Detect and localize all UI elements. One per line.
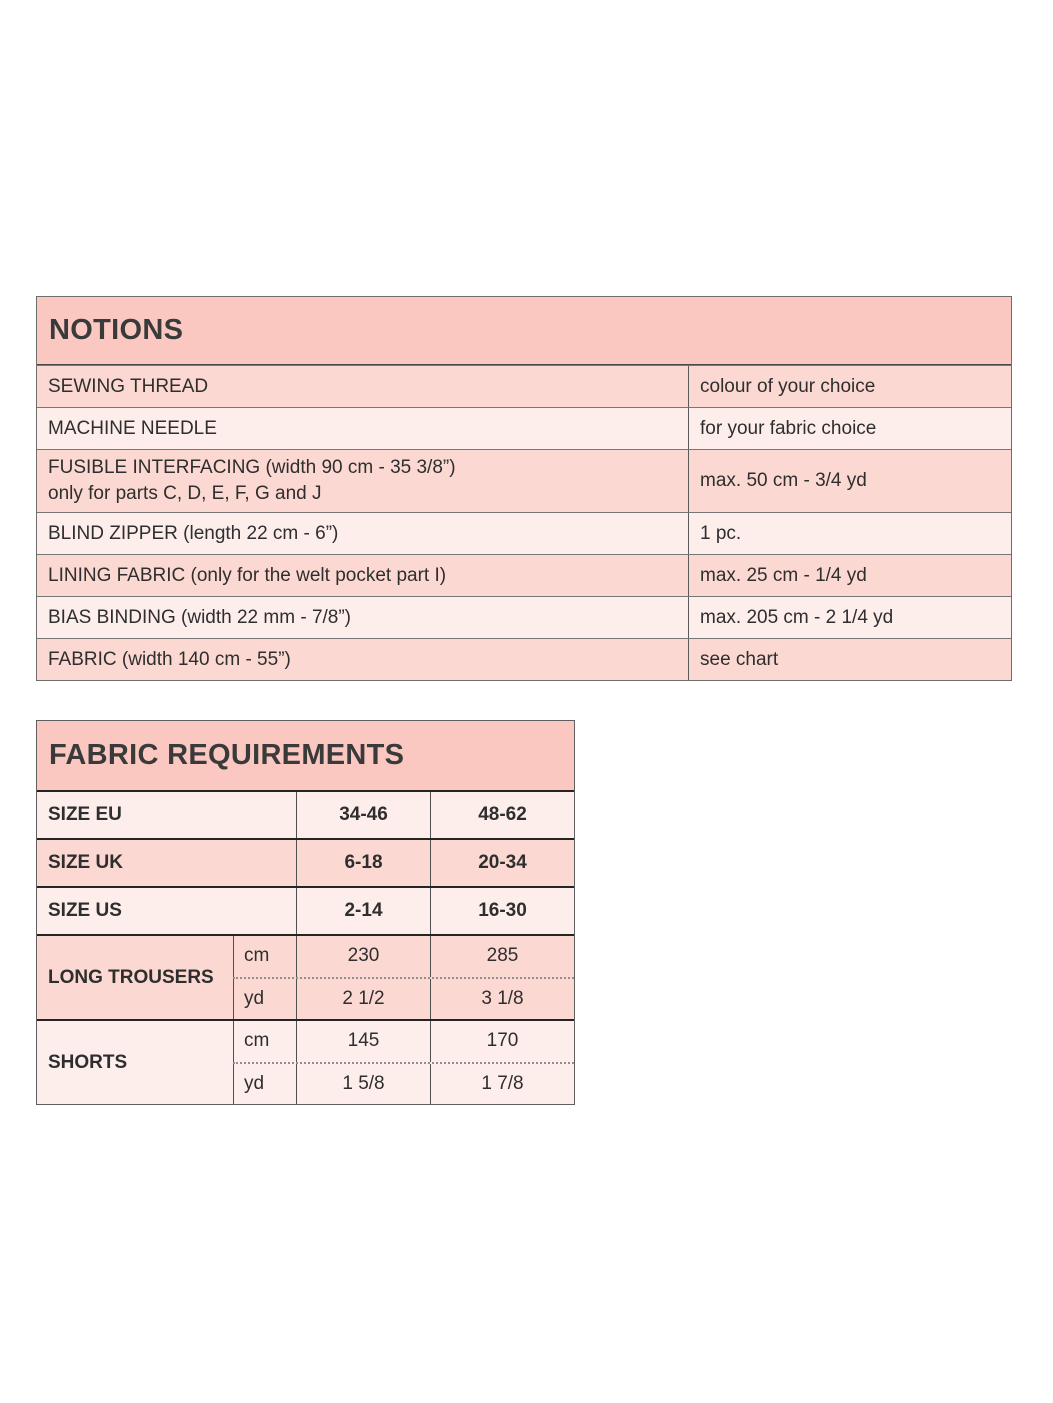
long-trousers-yd-group-2: 3 1/8 (430, 979, 574, 1020)
size-group-2-value: 48-62 (430, 792, 574, 838)
unit-label-yd: yd (233, 979, 296, 1020)
notions-row-sewing-thread (37, 365, 1011, 407)
notions-row-value: max. 50 cm - 3/4 yd (688, 450, 1011, 512)
notions-row-lining-fabric (37, 554, 1011, 596)
long-trousers-cm-group-1: 230 (296, 936, 430, 977)
long-trousers-cm-group-2: 285 (430, 936, 574, 977)
notions-row-bias-binding (37, 596, 1011, 638)
size-group-1-value: 6-18 (296, 840, 430, 886)
notions-header (37, 297, 1011, 365)
shorts-cm-group-2: 170 (430, 1021, 574, 1062)
unit-label-cm: cm (233, 936, 296, 977)
notions-row-value: for your fabric choice (688, 408, 1011, 449)
unit-label-yd: yd (233, 1064, 296, 1105)
notions-row-label: FUSIBLE INTERFACING (width 90 cm - 35 3/8”) (48, 457, 456, 478)
notions-table (36, 296, 1012, 681)
notions-row-label: FABRIC (width 140 cm - 55”) (48, 648, 291, 670)
notions-row-fusible-interfacing (37, 449, 1011, 512)
notions-row-label: LINING FABRIC (only for the welt pocket part I) (48, 564, 447, 586)
size-row-eu (37, 790, 574, 838)
notions-row-label-line2: only for parts C, D, E, F, G and J (48, 483, 322, 504)
notions-row-label: BLIND ZIPPER (length 22 cm - 6”) (48, 522, 339, 544)
notions-row-value: max. 25 cm - 1/4 yd (688, 555, 1011, 596)
long-trousers-cm-subrow (233, 936, 574, 979)
long-trousers-yd-subrow (233, 979, 574, 1020)
size-group-1-value: 2-14 (296, 888, 430, 934)
size-row-label: SIZE UK (48, 852, 123, 873)
shorts-cm-subrow (233, 1021, 574, 1064)
notions-row-fabric (37, 638, 1011, 680)
long-trousers-yd-group-1: 2 1/2 (296, 979, 430, 1020)
notions-title: NOTIONS (49, 314, 184, 346)
notions-row-value: colour of your choice (688, 366, 1011, 407)
notions-row-label: SEWING THREAD (48, 375, 209, 397)
notions-row-machine-needle (37, 407, 1011, 449)
size-group-2-value: 16-30 (430, 888, 574, 934)
notions-row-label: BIAS BINDING (width 22 mm - 7/8”) (48, 606, 352, 628)
size-row-us (37, 886, 574, 934)
size-row-uk (37, 838, 574, 886)
garment-row-label: LONG TROUSERS (48, 966, 214, 988)
garment-row-label: SHORTS (48, 1051, 128, 1073)
fabric-requirements-title: FABRIC REQUIREMENTS (49, 739, 405, 771)
shorts-cm-group-1: 145 (296, 1021, 430, 1062)
notions-row-blind-zipper (37, 512, 1011, 554)
size-row-label: SIZE US (48, 900, 122, 921)
notions-row-value: max. 205 cm - 2 1/4 yd (688, 597, 1011, 638)
size-row-label: SIZE EU (48, 804, 122, 825)
unit-label-cm: cm (233, 1021, 296, 1062)
notions-row-value: see chart (688, 639, 1011, 680)
shorts-yd-group-2: 1 7/8 (430, 1064, 574, 1105)
size-group-1-value: 34-46 (296, 792, 430, 838)
notions-row-label: MACHINE NEEDLE (48, 417, 217, 439)
size-group-2-value: 20-34 (430, 840, 574, 886)
fabric-requirements-header (37, 721, 574, 790)
notions-row-value: 1 pc. (688, 513, 1011, 554)
fabric-requirements-table (36, 720, 575, 1105)
garment-row-shorts (37, 1019, 574, 1104)
shorts-yd-group-1: 1 5/8 (296, 1064, 430, 1105)
shorts-yd-subrow (233, 1064, 574, 1105)
garment-row-long-trousers (37, 934, 574, 1019)
